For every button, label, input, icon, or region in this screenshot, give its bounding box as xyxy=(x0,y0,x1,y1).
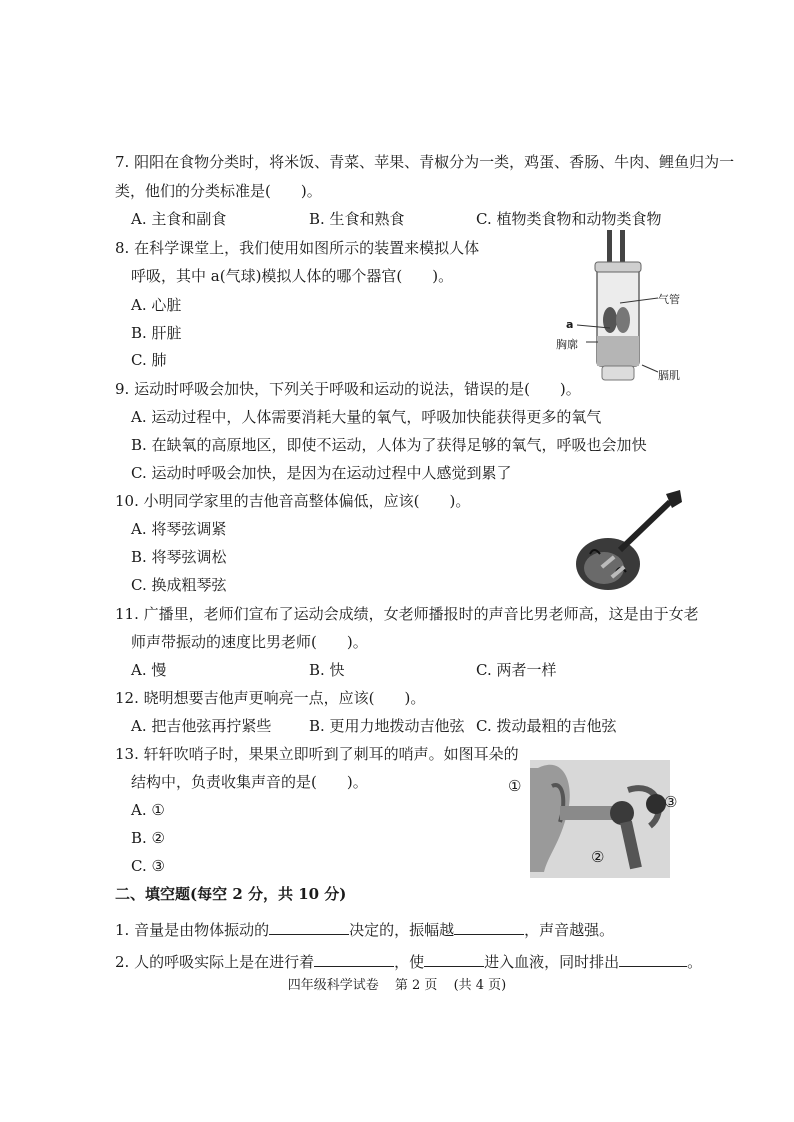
footer-page: 第 2 页 xyxy=(394,978,438,993)
footer-title: 四年级科学试卷 xyxy=(287,978,379,993)
label-diaphragm: 膈肌 xyxy=(658,369,680,382)
ear-label-2: ② xyxy=(591,848,605,866)
fill2-part4: 。 xyxy=(687,953,703,971)
q9-option-a[interactable]: A. 运动过程中，人体需要消耗大量的氧气，呼吸加快能获得更多的氧气 xyxy=(131,408,602,426)
q12-option-b[interactable]: B. 更用力地拨动吉他弦 xyxy=(309,717,465,735)
q13-option-a[interactable]: A. ① xyxy=(131,801,165,819)
label-a: a xyxy=(566,318,574,331)
q8-option-a[interactable]: A. 心脏 xyxy=(131,296,182,314)
q10-option-a[interactable]: A. 将琴弦调紧 xyxy=(131,520,227,538)
q11-option-c[interactable]: C. 两者一样 xyxy=(476,661,557,679)
q13-option-b[interactable]: B. ② xyxy=(131,829,166,847)
page-footer xyxy=(0,974,794,993)
q7-stem-line2: 类，他们的分类标准是( )。 xyxy=(115,182,322,200)
label-trachea: 气管 xyxy=(658,293,680,306)
footer-total: (共 4 页) xyxy=(453,978,507,993)
fill1-blank2[interactable] xyxy=(454,918,524,935)
fill2-part1: 2. 人的呼吸实际上是在进行着 xyxy=(115,953,315,971)
q11-option-a[interactable]: A. 慢 xyxy=(131,661,167,679)
q7-option-c[interactable]: C. 植物类食物和动物类食物 xyxy=(476,210,662,228)
fill-question-2 xyxy=(115,950,702,972)
ear-label-3: ③ xyxy=(664,793,678,811)
q7-option-a[interactable]: A. 主食和副食 xyxy=(131,210,227,228)
q10-option-b[interactable]: B. 将琴弦调松 xyxy=(131,548,227,566)
fill1-part3: ，声音越强。 xyxy=(524,921,615,939)
q10-stem: 10. 小明同学家里的吉他音高整体偏低，应该( )。 xyxy=(115,492,471,510)
q12-option-a[interactable]: A. 把吉他弦再拧紧些 xyxy=(131,717,272,735)
fill2-blank2[interactable] xyxy=(424,950,484,967)
q8-stem-line2: 呼吸，其中 a(气球)模拟人体的哪个器官( )。 xyxy=(131,267,454,285)
q12-stem: 12. 晓明想要吉他声更响亮一点，应该( )。 xyxy=(115,689,426,707)
q9-option-c[interactable]: C. 运动时呼吸会加快，是因为在运动过程中人感觉到累了 xyxy=(131,464,512,482)
q13-option-c[interactable]: C. ③ xyxy=(131,857,165,875)
fill1-part1: 1. 音量是由物体振动的 xyxy=(115,921,270,939)
fill2-part3: 进入血液，同时排出 xyxy=(484,953,620,971)
q9-stem: 9. 运动时呼吸会加快，下列关于呼吸和运动的说法，错误的是( )。 xyxy=(115,380,581,398)
fill1-blank1[interactable] xyxy=(269,918,349,935)
q12-option-c[interactable]: C. 拨动最粗的吉他弦 xyxy=(476,717,617,735)
fill1-part2: 决定的，振幅越 xyxy=(349,921,455,939)
fill-question-1 xyxy=(115,918,614,940)
q13-stem-line1: 13. 轩轩吹哨子时，果果立即听到了刺耳的哨声。如图耳朵的 xyxy=(115,745,519,763)
q10-option-c[interactable]: C. 换成粗琴弦 xyxy=(131,576,227,594)
label-chest: 胸廓 xyxy=(556,338,578,351)
breathing-model-leader-lines xyxy=(570,295,660,375)
guitar-figure xyxy=(570,488,685,598)
q8-option-c[interactable]: C. 肺 xyxy=(131,351,167,369)
q8-option-b[interactable]: B. 肝脏 xyxy=(131,324,182,342)
q11-option-b[interactable]: B. 快 xyxy=(309,661,345,679)
q7-option-b[interactable]: B. 生食和熟食 xyxy=(309,210,405,228)
q8-stem-line1: 8. 在科学课堂上，我们使用如图所示的装置来模拟人体 xyxy=(115,239,480,257)
fill2-part2: ，使 xyxy=(394,953,425,971)
fill2-blank3[interactable] xyxy=(619,950,687,967)
q13-stem-line2: 结构中，负责收集声音的是( )。 xyxy=(131,773,368,791)
q11-stem-line1: 11. 广播里，老师们宣布了运动会成绩，女老师播报时的声音比男老师高，这是由于女老 xyxy=(115,605,699,623)
q9-option-b[interactable]: B. 在缺氧的高原地区，即使不运动，人体为了获得足够的氧气，呼吸也会加快 xyxy=(131,436,647,454)
section2-title: 二、填空题(每空 2 分，共 10 分) xyxy=(115,885,347,903)
fill2-blank1[interactable] xyxy=(314,950,394,967)
ear-label-1: ① xyxy=(508,777,522,795)
q7-stem-line1: 7. 阳阳在食物分类时，将米饭、青菜、苹果、青椒分为一类，鸡蛋、香肠、牛肉、鲤鱼归为一 xyxy=(115,153,735,171)
q11-stem-line2: 师声带振动的速度比男老师( )。 xyxy=(131,633,368,651)
